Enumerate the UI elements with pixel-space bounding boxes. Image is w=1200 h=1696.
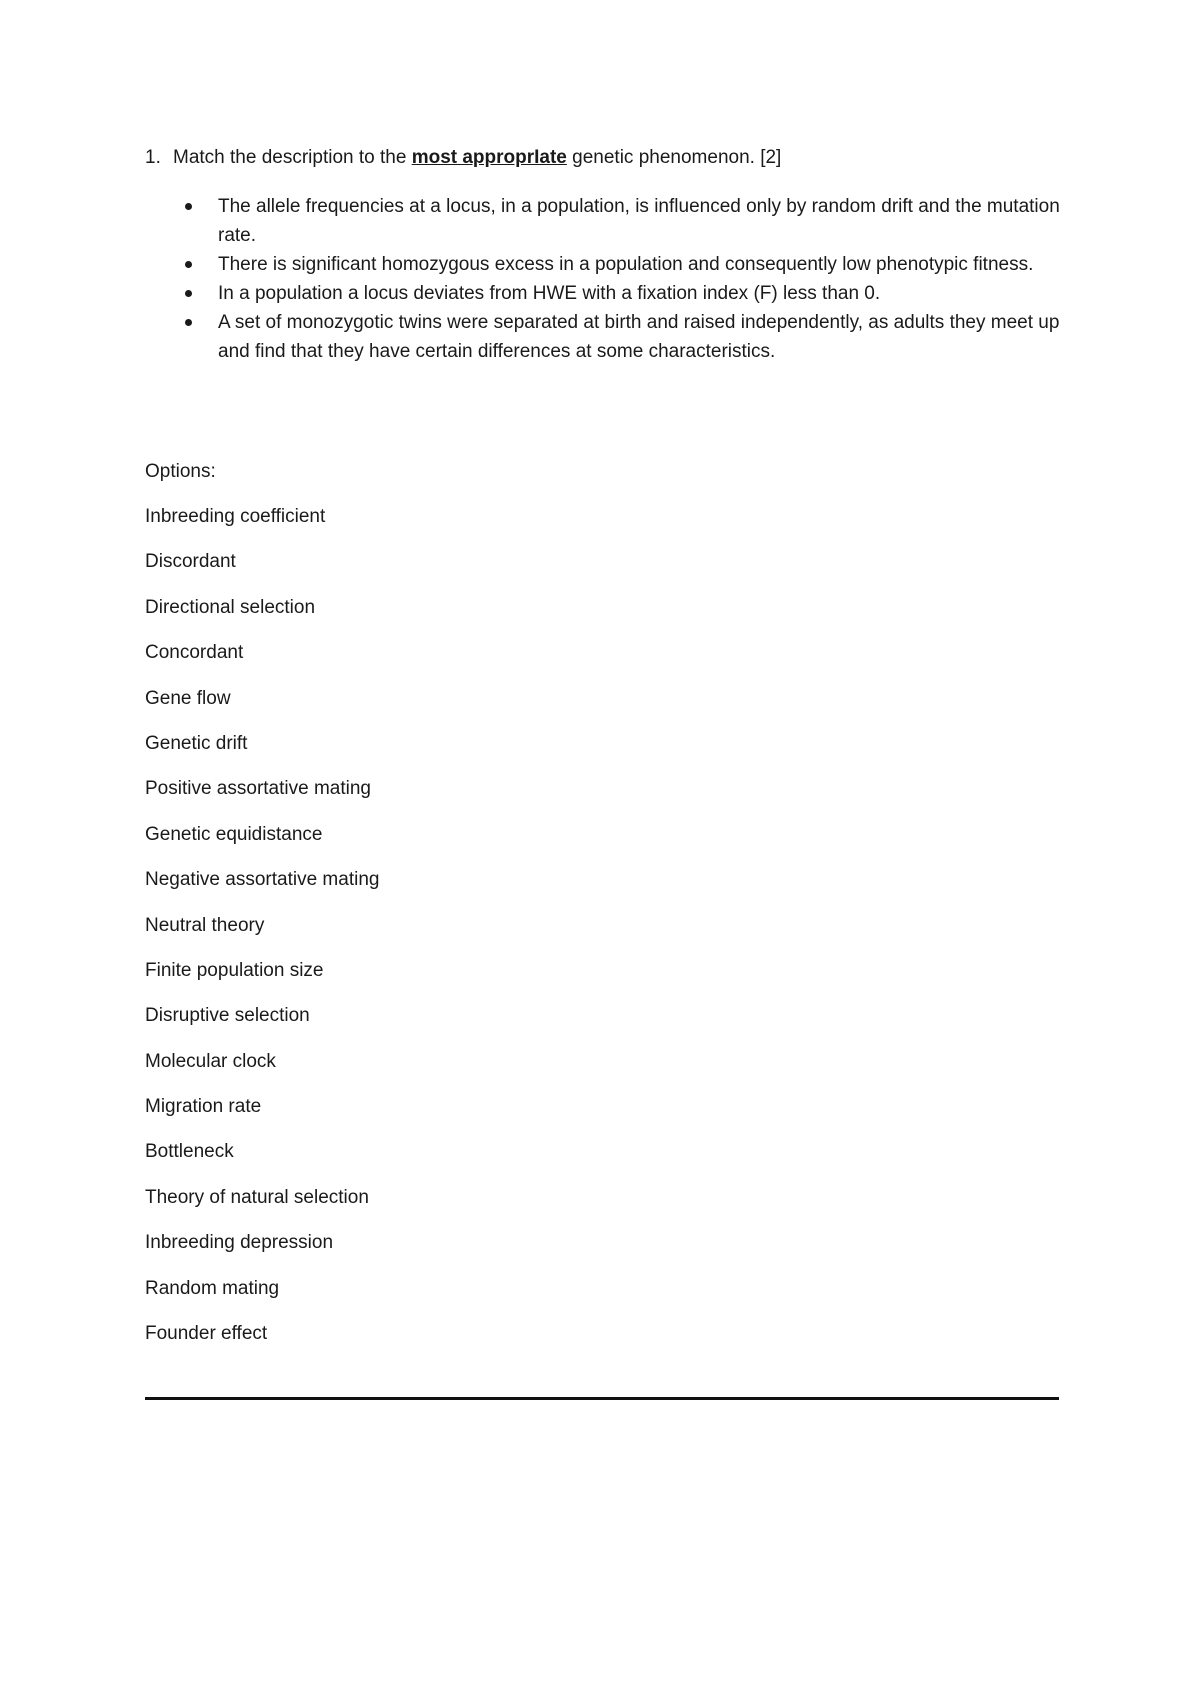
bullet-icon: [185, 261, 192, 268]
description-text: A set of monozygotic twins were separated at birth and raised independently, as adults they meet up and find that they have certain differences at some characteristics.: [218, 312, 1060, 362]
option-item: Theory of natural selection: [145, 1186, 369, 1208]
description-text: In a population a locus deviates from HWE with a fixation index (F) less than 0.: [218, 283, 881, 304]
option-item: Migration rate: [145, 1096, 262, 1118]
options-list: [145, 505, 379, 1367]
question-prefix: Match the description to the: [173, 147, 412, 168]
option-item: Molecular clock: [145, 1050, 276, 1072]
option-item: Genetic drift: [145, 732, 248, 754]
option-item: Gene flow: [145, 687, 231, 709]
option-item: Disruptive selection: [145, 1005, 310, 1027]
option-item: Founder effect: [145, 1323, 268, 1345]
option-item: Positive assortative mating: [145, 778, 371, 800]
bullet-icon: [185, 290, 192, 297]
option-item: Negative assortative mating: [145, 869, 380, 891]
option-item: Neutral theory: [145, 914, 265, 936]
description-text: There is significant homozygous excess in a population and consequently low phenotypic fitness.: [218, 254, 1034, 275]
description-item: [185, 279, 1065, 308]
question-suffix: genetic phenomenon. [2]: [566, 147, 782, 168]
option-item: Random mating: [145, 1277, 280, 1299]
question-number: 1.: [145, 147, 161, 168]
horizontal-rule: [145, 1397, 1059, 1400]
option-item: Inbreeding coefficient: [145, 506, 326, 527]
description-item: [185, 308, 1065, 366]
description-item: [185, 192, 1065, 250]
bullet-icon: [185, 319, 192, 326]
option-item: Bottleneck: [145, 1141, 234, 1163]
bullet-icon: [185, 203, 192, 210]
description-item: [185, 250, 1065, 279]
question-emphasis: most approprIate: [411, 147, 567, 168]
description-text: The allele frequencies at a locus, in a population, is influenced only by random drift and the mutation rate.: [218, 196, 1060, 246]
option-item: Directional selection: [145, 596, 316, 618]
option-item: Discordant: [145, 551, 236, 573]
description-list: [185, 192, 1065, 366]
option-item: Inbreeding depression: [145, 1232, 334, 1254]
question-prompt: [145, 146, 1065, 170]
option-item: Genetic equidistance: [145, 823, 323, 845]
option-item: Concordant: [145, 642, 244, 664]
options-heading: Options:: [145, 461, 216, 482]
option-item: Finite population size: [145, 959, 324, 981]
